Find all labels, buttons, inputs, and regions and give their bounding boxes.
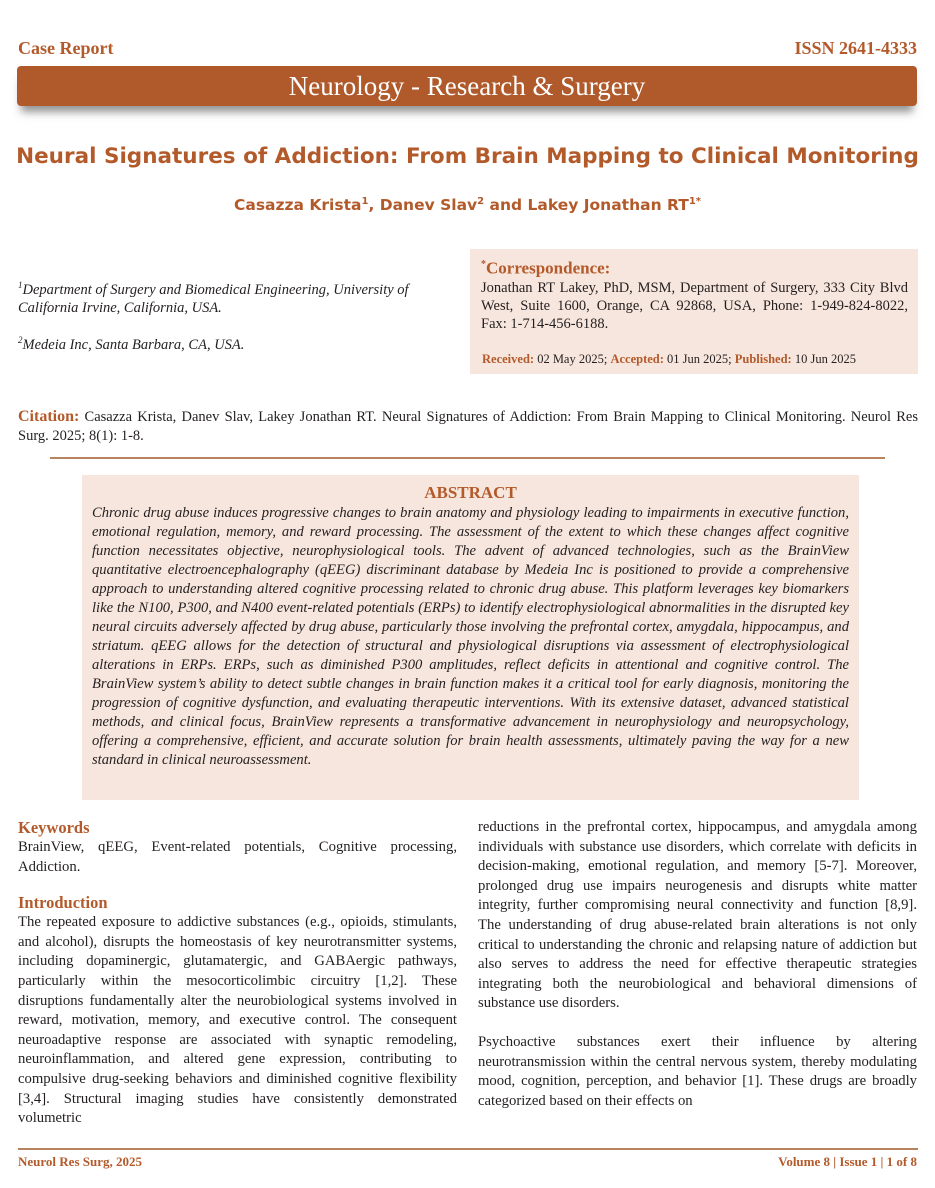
published-label: Published: [734, 352, 792, 366]
citation-label: Citation: [18, 408, 80, 425]
affiliation-1 [18, 276, 458, 318]
author-name: Casazza Krista [233, 196, 362, 215]
section-divider [50, 457, 885, 459]
author-separator: , [368, 196, 380, 215]
article-type: Case Report [18, 38, 114, 58]
received-label: Received: [482, 352, 535, 366]
accepted-label: Accepted: [610, 352, 664, 366]
article-title: Neural Signatures of Addiction: From Brain Mapping to Clinical Monitoring [16, 144, 919, 169]
footer-divider [18, 1148, 918, 1150]
affiliation-text: Department of Surgery and Biomedical Engineering, University of California Irvine, California, USA. [18, 281, 409, 317]
issn: ISSN 2641-4333 [794, 38, 917, 58]
author-separator: and [484, 196, 528, 215]
affiliation-mark: 2 [18, 335, 23, 345]
abstract-heading: ABSTRACT [424, 483, 517, 502]
published-date: 10 Jun 2025 [794, 352, 856, 366]
affiliation-mark: 1 [18, 280, 23, 290]
left-column [18, 818, 457, 1129]
journal-banner: Neurology - Research & Surgery [17, 66, 917, 106]
abstract-text: Chronic drug abuse induces progressive changes to brain anatomy and physiology leading to impairments in executive function, emotional regulation, memory, and reward processing. The assessment of the extent to which these changes affect cognitive function necessitates objective, neurophysiological tools. The advent of advanced technologies, such as the BrainView quantitative electroencephalography (qEEG) discriminant database by Medeia Inc is positioned to provide a comprehensive approach to understanding altered cognitive processing related to chronic drug abuse. This platform leverages key biomarkers like the N100, P300, and N400 event-related potentials (ERPs) to identify electrophysiological abnormalities in the disrupted key neural circuits adversely affected by drug abuse, particularly those involving the prefrontal cortex, amygdala, hippocampus, and striatum. qEEG allows for the detection of structural and physiological disruptions via assessment of electrophysiological alterations in ERPs. ERPs, such as diminished P300 amplitudes, reflect deficits in attentional and cognitive control. The BrainView system’s ability to detect subtle changes in brain function makes it a critical tool for early diagnosis, monitoring the progression of cognitive dysfunction, and evaluating therapeutic interventions. With its extensive dataset, advanced statistical methods, and clinical focus, BrainView represents a transformative advancement in neurophysiology and neuropsychology, offering a comprehensive, efficient, and accurate solution for brain health assessments, ultimately paving the way for a new standard in clinical neuroassessment. [92, 505, 849, 768]
introduction-heading: Introduction [18, 893, 108, 913]
citation-text: Casazza Krista, Danev Slav, Lakey Jonathan RT. Neural Signatures of Addiction: From Brain Mapping to Clinical Monitoring. Neurol Res Surg. 2025; 8(1): 1-8. [18, 409, 918, 444]
author-affiliation-mark: 2 [477, 196, 485, 207]
keywords-text: BrainView, qEEG, Event-related potentials, Cognitive processing, Addiction. [18, 839, 457, 875]
author-affiliation-mark: 1* [688, 196, 701, 207]
correspondence-heading [481, 255, 908, 279]
correspondence-mark: * [481, 259, 486, 270]
author-list [0, 196, 935, 214]
introduction-paragraph: The repeated exposure to addictive substances (e.g., opioids, stimulants, and alcohol), disrupts the homeostasis of key neurotransmitter systems, including dopaminergic, glutamatergic, and GABAergic pathways, particularly within the mesocorticolimbic circuitry [1,2]. These disruptions fundamentally alter the neurobiological systems involved in reward, motivation, memory, and executive control. The consequent neuroadaptive response are associated with synaptic remodeling, neuroinflammation, and altered gene expression, contributing to compulsive drug-seeking behaviors and diminished cognitive flexibility [3,4]. Structural imaging studies have consistently demonstrated volumetric [18, 914, 457, 1127]
correspondence-label: Correspondence: [486, 258, 611, 278]
introduction-paragraph-2: Psychoactive substances exert their influence by altering neurotransmission within the central nervous system, thereby modulating mood, cognition, perception, and behavior [1]. These drugs are broadly categorized based on their effects on [478, 1033, 917, 1109]
accepted-date: 01 Jun 2025; [667, 352, 732, 366]
right-column [478, 818, 917, 1111]
keywords-heading: Keywords [18, 818, 90, 837]
author-affiliation-mark: 1 [361, 196, 369, 207]
affiliation-text: Medeia Inc, Santa Barbara, CA, USA. [22, 336, 245, 353]
correspondence-box [470, 249, 918, 374]
footer-page-info: Volume 8 | Issue 1 | 1 of 8 [778, 1154, 917, 1169]
received-date: 02 May 2025; [537, 352, 608, 366]
article-dates [482, 352, 856, 367]
correspondence-text: Jonathan RT Lakey, PhD, MSM, Department of Surgery, 333 City Blvd West, Suite 1600, Orange, CA 92868, USA, Phone: 1-949-824-8022, Fax: 1-714-456-6188. [481, 279, 908, 332]
citation [18, 407, 918, 446]
author-name: Lakey Jonathan RT [527, 196, 689, 215]
abstract-box [82, 475, 859, 800]
introduction-paragraph-continued: reductions in the prefrontal cortex, hippocampus, and amygdala among individuals with substance use disorders, which correlate with deficits in decision-making, emotional regulation, and memory [5-7]. Moreover, prolonged drug use impairs neurogenesis and disrupts white matter integrity, further compromising neural connectivity and function [8,9]. The understanding of drug abuse-related brain alterations is not only critical to understanding the chronic and relapsing nature of addiction but also serves to address the need for effective therapeutic strategies integrating both the neurobiological and behavioral dimensions of substance use disorders. [478, 819, 917, 1012]
author-name: Danev Slav [379, 196, 478, 215]
footer-journal: Neurol Res Surg, 2025 [18, 1154, 142, 1169]
affiliation-2 [18, 331, 458, 354]
